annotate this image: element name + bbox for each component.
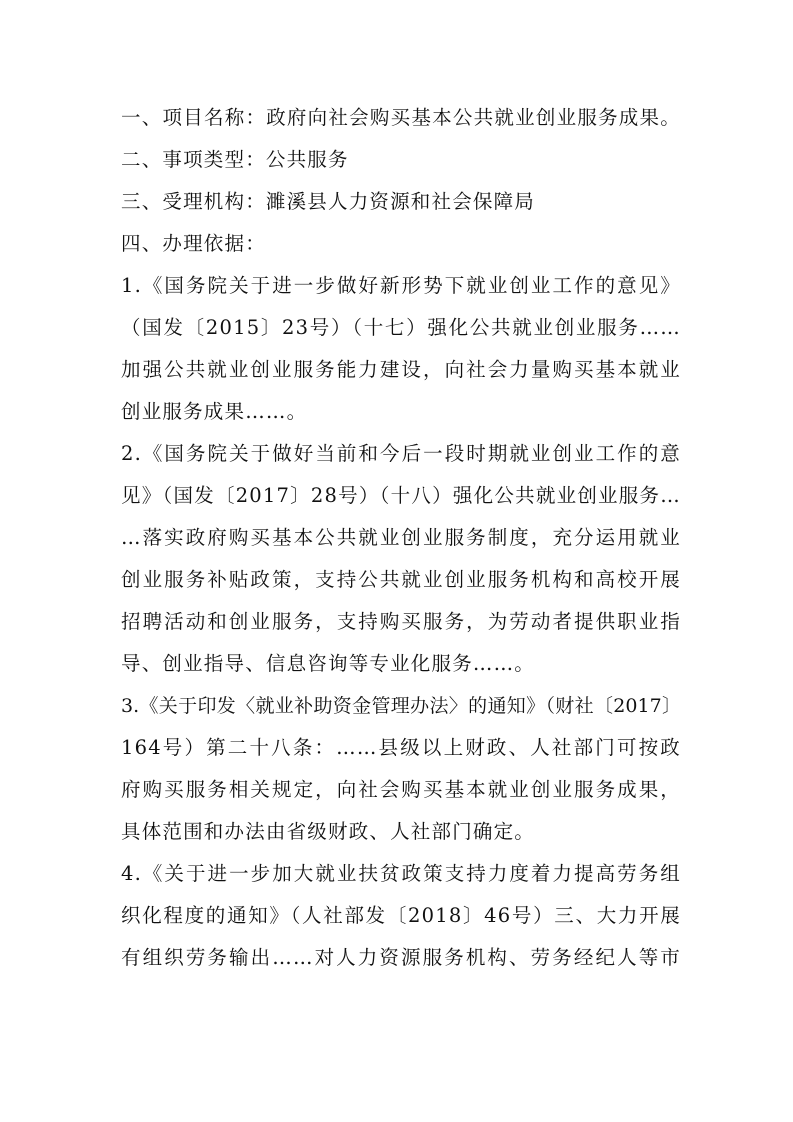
basis-1-line-1: 1.《国务院关于进一步做好新形势下就业创业工作的意见》 <box>121 274 681 297</box>
item-matter-type: 二、事项类型：公共服务 <box>121 148 349 171</box>
basis-4-line-2: 织化程度的通知》（人社部发〔2018〕46号）三、大力开展 <box>121 904 681 927</box>
item-legal-basis-heading: 四、办理依据： <box>121 232 266 255</box>
basis-3-line-3: 府购买服务相关规定，向社会购买基本就业创业服务成果， <box>121 778 681 801</box>
basis-3-line-4: 具体范围和办法由省级财政、人社部门确定。 <box>121 820 536 843</box>
basis-2-line-3: …落实政府购买基本公共就业创业服务制度，充分运用就业 <box>121 526 681 549</box>
basis-3-line-1: 3.《关于印发〈就业补助资金管理办法〉的通知》（财社〔2017〕 <box>121 695 681 717</box>
basis-2-line-6: 导、创业指导、信息咨询等专业化服务……。 <box>121 652 536 675</box>
basis-2-line-4: 创业服务补贴政策，支持公共就业创业服务机构和高校开展 <box>121 568 681 591</box>
basis-4-line-3: 有组织劳务输出……对人力资源服务机构、劳务经纪人等市 <box>121 946 681 969</box>
basis-2-line-1: 2.《国务院关于做好当前和今后一段时期就业创业工作的意 <box>121 442 681 465</box>
basis-4-line-1: 4.《关于进一步加大就业扶贫政策支持力度着力提高劳务组 <box>121 862 681 885</box>
basis-2-line-5: 招聘活动和创业服务，支持购买服务，为劳动者提供职业指 <box>121 610 681 633</box>
basis-1-line-4: 创业服务成果……。 <box>121 400 308 423</box>
basis-2-line-2: 见》（国发〔2017〕28号）（十八）强化公共就业创业服务… <box>121 484 681 507</box>
item-accepting-agency: 三、受理机构：濉溪县人力资源和社会保障局 <box>121 190 536 213</box>
basis-1-line-2: （国发〔2015〕23号）（十七）强化公共就业创业服务…… <box>121 316 681 339</box>
basis-1-line-3: 加强公共就业创业服务能力建设，向社会力量购买基本就业 <box>121 358 681 381</box>
basis-3-line-2: 164号）第二十八条：……县级以上财政、人社部门可按政 <box>121 736 681 759</box>
item-project-name: 一、项目名称：政府向社会购买基本公共就业创业服务成果。 <box>121 106 681 129</box>
